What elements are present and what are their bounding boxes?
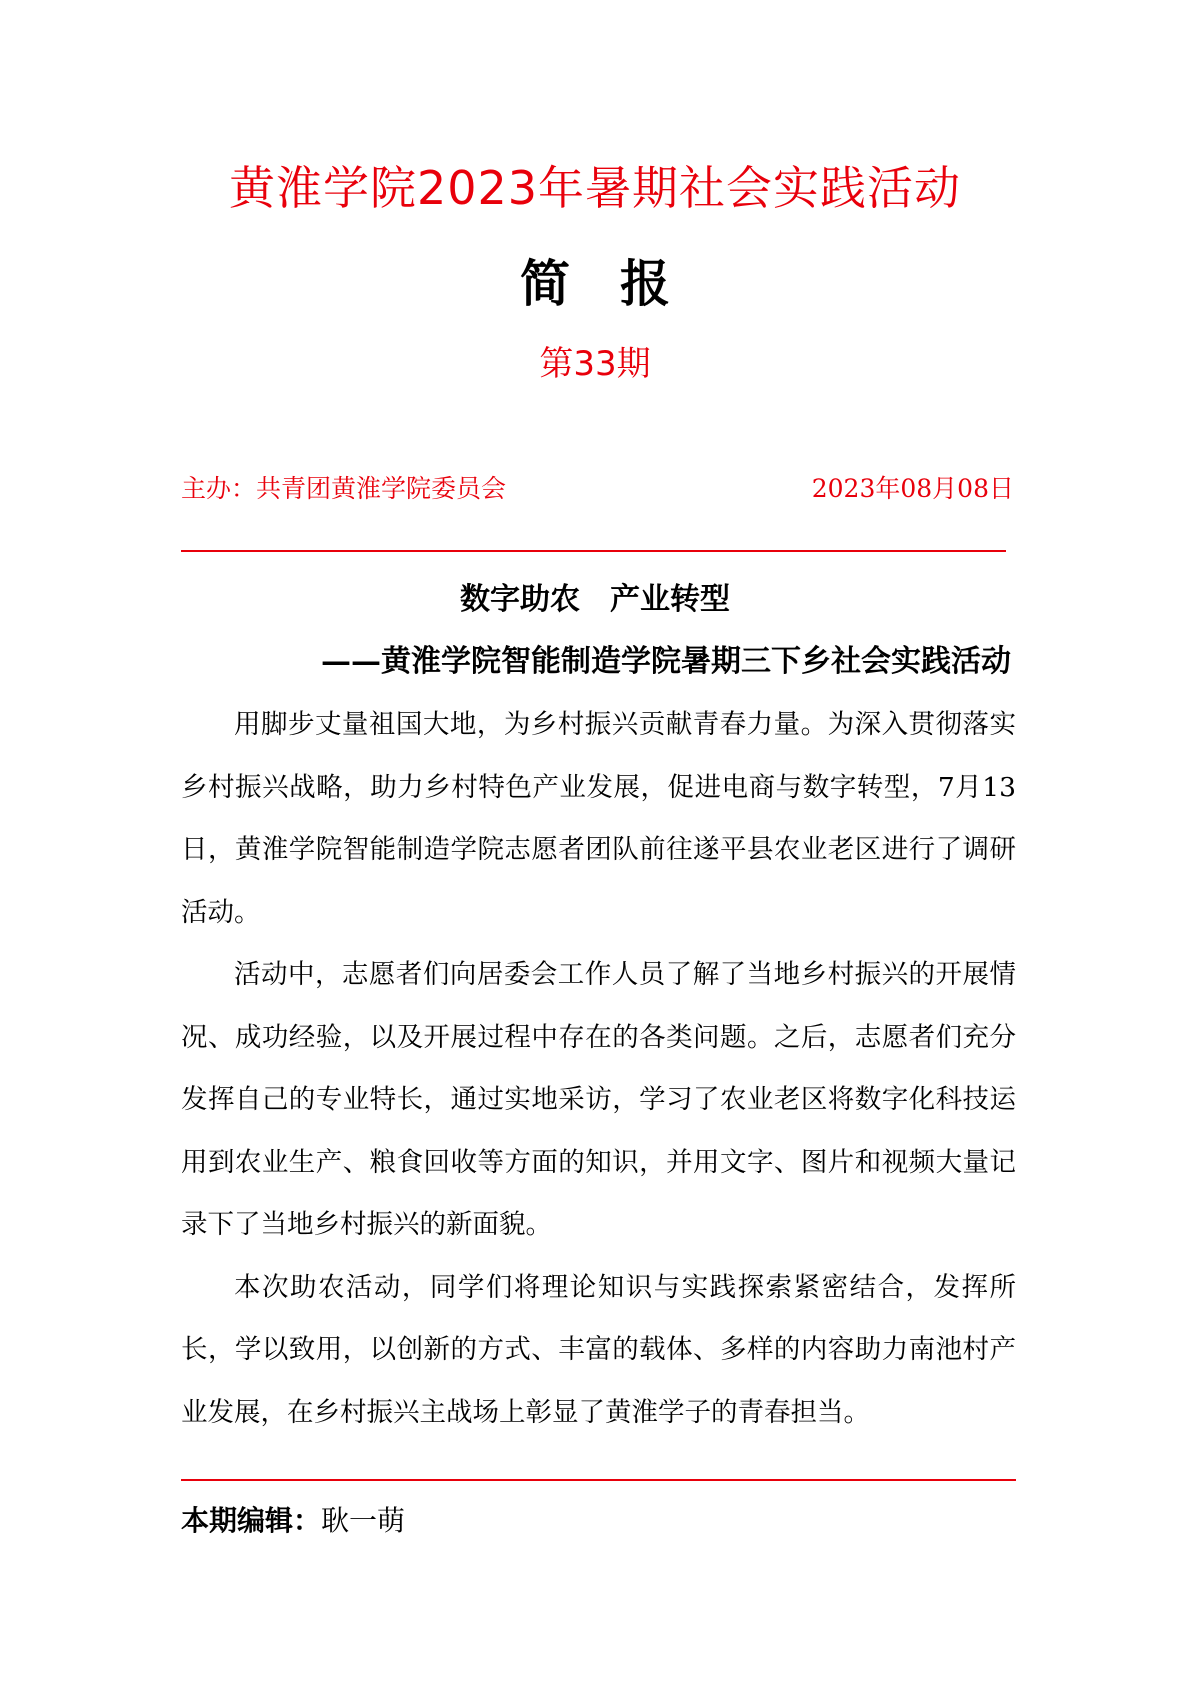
article-body [181, 694, 1016, 1444]
bulletin-type-title: 简报 [520, 255, 720, 313]
sponsor-line: 主办：共青团黄淮学院委员会 [181, 474, 507, 503]
bulletin-header-title: 黄淮学院2023年暑期社会实践活动 [228, 161, 962, 215]
article-title-part2: 产业转型 [610, 582, 730, 617]
article-paragraph-2: 活动中，志愿者们向居委会工作人员了解了当地乡村振兴的开展情况、成功经验，以及开展过程中存在的各类问题。之后，志愿者们充分发挥自己的专业特长，通过实地采访，学习了农业老区将数字化科技运用到农业生产、粮食回收等方面的知识，并用文字、图片和视频大量记录下了当地乡村振兴的新面貌。 [181, 959, 1016, 1240]
editor-line [181, 1500, 405, 1542]
editor-label: 本期编辑： [181, 1504, 322, 1537]
editor-name: 耿一萌 [321, 1504, 406, 1537]
header-divider [181, 550, 1006, 552]
issue-number: 第33期 [539, 344, 651, 384]
article-subtitle: ——黄淮学院智能制造学院暑期三下乡社会实践活动 [321, 644, 1011, 679]
article-title-part1: 数字助农 [460, 582, 580, 617]
issue-date: 2023年08月08日 [811, 474, 1014, 503]
article-paragraph-1: 用脚步丈量祖国大地，为乡村振兴贡献青春力量。为深入贯彻落实乡村振兴战略，助力乡村特色产业发展，促进电商与数字转型，7月13日，黄淮学院智能制造学院志愿者团队前往遂平县农业老区进行了调研活动。 [181, 709, 1016, 928]
article-title [0, 578, 1190, 622]
article-paragraph-3: 本次助农活动，同学们将理论知识与实践探索紧密结合，发挥所长，学以致用，以创新的方式、丰富的载体、多样的内容助力南池村产业发展，在乡村振兴主战场上彰显了黄淮学子的青春担当。 [181, 1271, 1016, 1428]
footer-divider [181, 1479, 1016, 1481]
